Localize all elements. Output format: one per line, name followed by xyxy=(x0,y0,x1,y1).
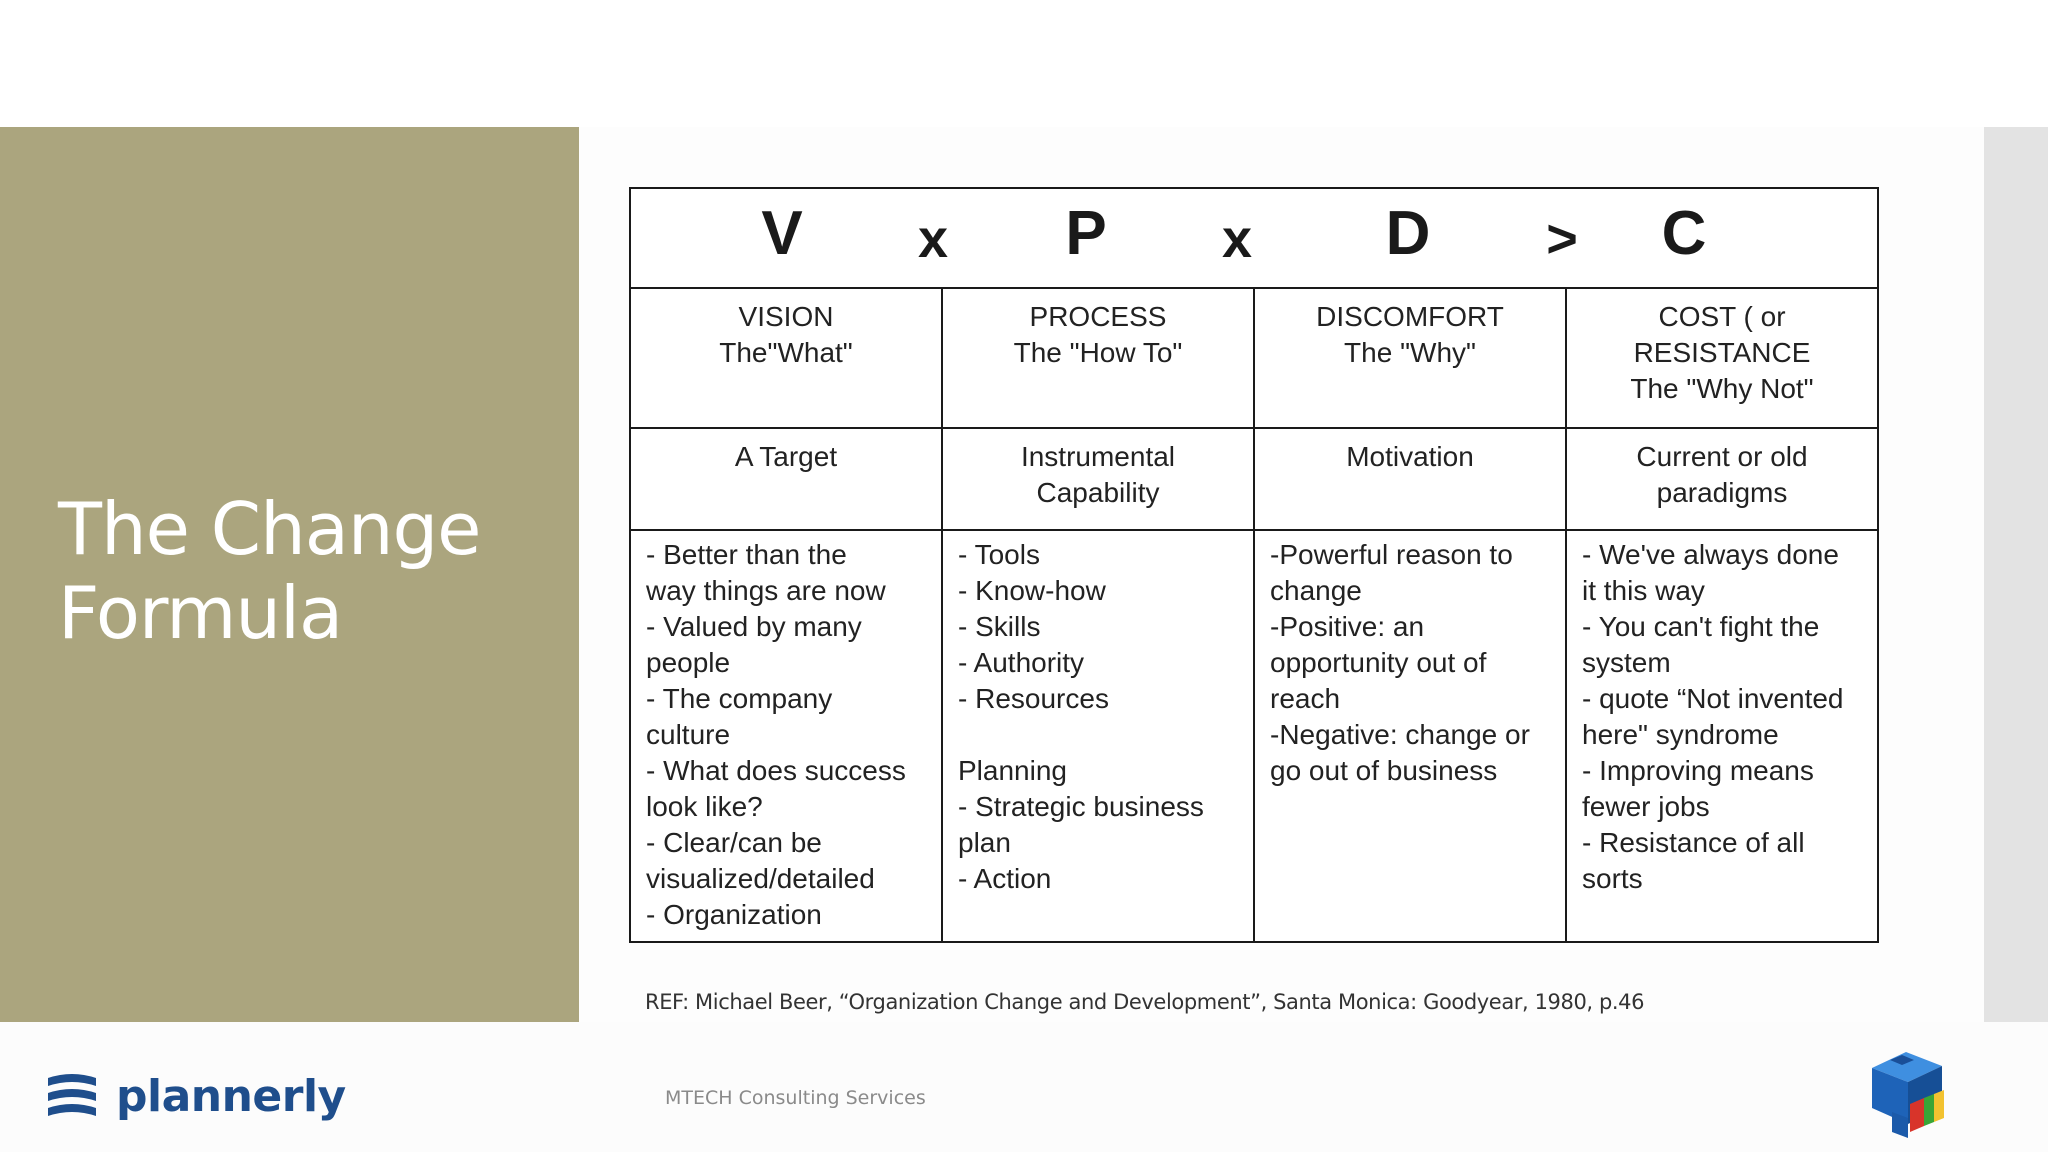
reference-citation: REF: Michael Beer, “Organization Change and Development”, Santa Monica: Goodyear, 1980, p.46 xyxy=(645,990,1645,1014)
column-heading-vision: VISION The"What" xyxy=(631,289,943,429)
formula-symbol-d: D xyxy=(1385,199,1431,268)
plannerly-logo xyxy=(44,1068,346,1124)
formula-symbol-p: P xyxy=(1065,199,1107,268)
column-heading-cost: COST ( or RESISTANCE The "Why Not" xyxy=(1567,289,1877,429)
right-strip xyxy=(1984,127,2048,1022)
plannerly-logo-icon xyxy=(44,1068,100,1124)
formula-symbol-v: V xyxy=(761,199,803,268)
column-details-vision: - Better than the way things are now - Valued by many people - The company culture - What does success look like? - Clear/can be visualized/detailed - Organization xyxy=(631,531,943,941)
column-heading-discomfort: DISCOMFORT The "Why" xyxy=(1255,289,1567,429)
column-heading-process: PROCESS The "How To" xyxy=(943,289,1255,429)
slide-title-line-1: The Change xyxy=(58,487,481,571)
formula-symbol-times-2: x xyxy=(1221,209,1253,269)
slide-title xyxy=(58,487,558,655)
cube-logo-icon xyxy=(1862,1046,1954,1142)
column-summary-vision: A Target xyxy=(631,429,943,531)
column-details-process: - Tools - Know-how - Skills - Authority - Resources Planning - Strategic business plan - Action xyxy=(943,531,1255,941)
column-summary-cost: Current or old paradigms xyxy=(1567,429,1877,531)
column-details-discomfort: -Powerful reason to change -Positive: an opportunity out of reach -Negative: change or go out of business xyxy=(1255,531,1567,941)
plannerly-logo-text: plannerly xyxy=(116,1070,346,1122)
formula-symbol-times-1: x xyxy=(917,209,949,269)
formula-symbol-c: C xyxy=(1661,199,1707,268)
column-summary-process: Instrumental Capability xyxy=(943,429,1255,531)
slide-title-line-2: Formula xyxy=(58,571,343,655)
top-band xyxy=(0,0,2048,127)
footer-company-name: MTECH Consulting Services xyxy=(665,1087,926,1109)
column-summary-discomfort: Motivation xyxy=(1255,429,1567,531)
formula-columns-grid xyxy=(631,289,1877,941)
column-details-cost: - We've always done it this way - You can't fight the system - quote “Not invented here" syndrome - Improving means fewer jobs - Resistance of all sorts xyxy=(1582,539,1844,894)
formula-symbol-greater-than: > xyxy=(1546,209,1578,269)
